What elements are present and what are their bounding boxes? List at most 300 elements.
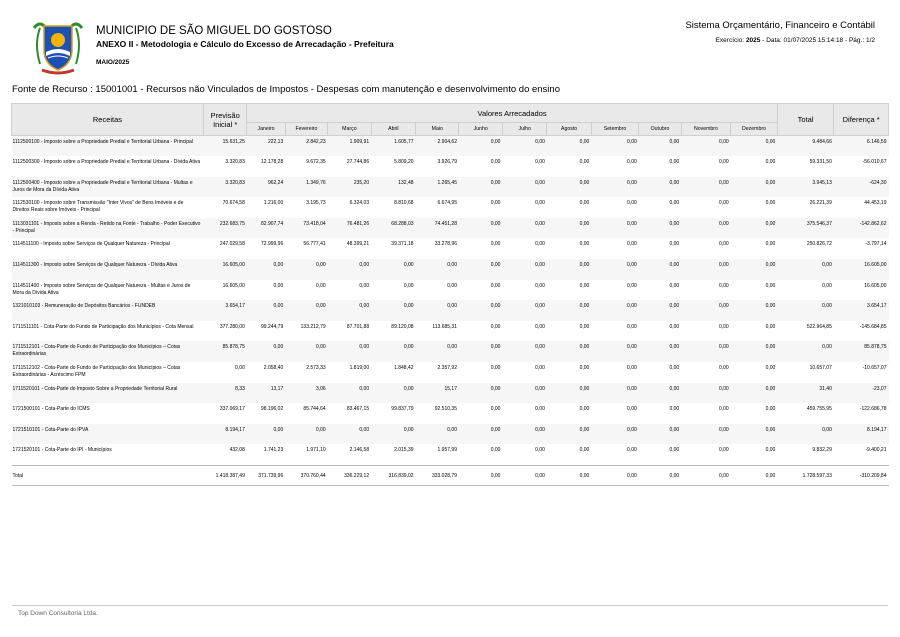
month-value-cell: 0,00 [359,282,370,289]
month-value-cell: 0,00 [328,300,371,321]
month-value-cell: 0,00 [669,323,680,330]
diferenca-cell: -9.400,21 [865,447,887,454]
total-cell: 459.755,95 [806,406,832,413]
month-value-cell: 2.058,40 [263,365,284,372]
total-cell: 0,00 [777,300,834,321]
month-value-cell: 0,00 [591,424,638,445]
month-value-cell: 0,00 [535,241,545,248]
previsao-cell: 432,08 [229,447,245,454]
month-value-cell: 73.418,04 [285,218,327,239]
month-value-cell: 962,24 [247,177,285,198]
month-value-cell: 0,00 [669,200,680,207]
month-value-cell: 0,00 [591,383,638,404]
total-cell: 3.945,13 [777,177,834,198]
total-cell: 10.657,07 [809,365,832,372]
col-month: Maio [416,123,459,136]
diferenca-cell: 8.194,17 [834,424,889,445]
table-row [12,383,889,404]
table-row [12,136,889,157]
diferenca-cell: 85.878,75 [834,341,889,362]
page-number: Pág.: 1/2 [848,37,875,44]
month-value-cell: 98.196,02 [261,406,284,413]
col-month: Setembro [591,123,638,136]
month-value-cell: 0,00 [718,365,729,372]
month-value-cell: 0,00 [731,218,778,239]
table-row [12,197,889,218]
month-value-cell: 0,00 [490,406,501,413]
exercise-value: 2025 [745,37,761,44]
month-value-cell: 0,00 [579,323,590,330]
month-value-cell: 222,13 [247,136,285,157]
month-value-cell: 133.212,79 [300,323,326,330]
col-month: Fevereiro [285,123,327,136]
month-value-cell: 0,00 [416,259,459,280]
month-value-cell: 76.481,26 [328,218,371,239]
month-value-cell: 99.244,79 [261,323,284,330]
month-value-cell: 0,00 [669,159,680,166]
month-value-cell: 0,00 [669,282,680,289]
month-value-cell: 15,17 [416,383,459,404]
month-value-cell: 1.265,45 [416,177,459,198]
month-value-cell: 0,00 [447,282,457,289]
month-value-cell: 0,00 [459,465,502,485]
col-month: Junho [459,123,502,136]
month-value-cell: 0,00 [765,241,776,248]
month-value-cell: 0,00 [718,159,729,166]
col-month: Março [328,123,371,136]
previsao-cell: 8.194,17 [203,424,246,445]
month-value-cell: 0,00 [328,424,371,445]
report-datetime: - Data: 01/07/2025 15:14:18 - [762,37,848,44]
month-value-cell: 0,00 [718,282,729,289]
month-value-cell: 0,00 [502,424,546,445]
month-value-cell: 0,00 [502,465,546,485]
month-value-cell: 0,00 [579,282,590,289]
month-value-cell: 0,00 [490,282,501,289]
month-value-cell: 0,00 [591,218,638,239]
month-value-cell: 2.573,33 [306,365,326,372]
system-name: Sistema Orçamentário, Financeiro e Contábil [685,20,875,31]
month-value-cell: 0,00 [247,341,285,362]
month-value-cell: 6.324,03 [349,200,370,207]
month-value-cell: 316.839,02 [371,465,415,485]
month-value-cell: 92.510,35 [434,406,457,413]
total-cell: 9.832,29 [812,447,832,454]
month-value-cell: 0,00 [627,241,637,248]
month-value-cell: 0,00 [718,241,729,248]
total-cell: 522.964,85 [806,323,832,330]
revenue-description: 1112500400 - Imposto sobre a Propriedade Predial e Territorial Urbana - Multas e Juros de Mora da Dívida Ativa [12,177,204,198]
month-value-cell: 0,00 [639,136,681,157]
col-previsao: Previsão Inicial * [203,104,246,136]
month-value-cell: 0,00 [731,424,778,445]
month-value-cell: 5.809,20 [394,159,414,166]
month-value-cell: 0,00 [765,282,776,289]
month-value-cell: 0,00 [639,218,681,239]
previsao-cell: 8,33 [203,383,246,404]
month-value-cell: 0,00 [669,447,680,454]
diferenca-cell: -145.684,85 [859,323,887,330]
month-value-cell: 0,00 [681,177,731,198]
month-value-cell: 0,00 [502,383,546,404]
revenue-description: 1721510101 - Cota-Parte do IPVA [12,424,204,445]
month-value-cell: 0,00 [627,200,637,207]
revenue-description: 1112500300 - Imposto sobre a Propriedade Predial e Territorial Urbana - Dívida Ativa [12,159,201,166]
col-month: Abril [371,123,415,136]
month-value-cell: 2.357,92 [437,365,457,372]
month-value-cell: 1.957,99 [437,447,457,454]
previsao-cell: 15.631,25 [203,136,246,157]
table-row [12,424,889,445]
revenue-description: 1721520101 - Cota-Parte do IPI - Municípios [12,447,112,454]
diferenca-cell: 6.146,59 [834,136,889,157]
month-value-cell: 0,00 [547,424,591,445]
month-value-cell: 0,00 [285,341,327,362]
month-value-cell: 0,00 [371,300,415,321]
month-value-cell: 0,00 [718,406,729,413]
month-value-cell: 0,00 [459,424,502,445]
month-value-cell: 0,00 [669,365,680,372]
month-value-cell: 0,00 [416,300,459,321]
col-receitas: Receitas [12,104,204,136]
revenue-description: 1321010103 - Remuneração de Depósitos Bancários - FUNDEB [12,300,204,321]
month-value-cell: 83.467,15 [346,406,370,413]
col-month: Outubro [639,123,681,136]
previsao-cell: 16.605,00 [222,282,245,289]
table-total-row [12,465,889,485]
month-value-cell: 72.999,96 [261,241,284,248]
revenue-description: 1112500100 - Imposto sobre a Propriedade Predial e Territorial Urbana - Principal [12,136,204,157]
month-value-cell: 82.907,74 [247,218,285,239]
month-value-cell: 33.278,96 [434,241,457,248]
month-value-cell: 2.842,23 [285,136,327,157]
month-value-cell: 9.672,35 [306,159,326,166]
month-value-cell: 0,00 [547,136,591,157]
month-value-cell: 0,00 [285,424,327,445]
month-value-cell: 0,00 [371,424,415,445]
col-month: Julho [502,123,546,136]
month-value-cell: 0,00 [579,241,590,248]
month-value-cell: 0,00 [579,365,590,372]
month-value-cell: 56.777,41 [303,241,326,248]
month-value-cell: 235,20 [328,177,371,198]
month-value-cell: 1.349,76 [285,177,327,198]
table-row [12,362,889,383]
report-subtitle: ANEXO II - Metodologia e Cálculo do Excesso de Arrecadação - Prefeitura [96,39,394,49]
month-value-cell: 0,00 [490,159,501,166]
month-value-cell: 0,00 [591,465,638,485]
month-value-cell: 0,00 [535,159,545,166]
diferenca-cell: 3.654,17 [834,300,889,321]
month-value-cell: 0,00 [718,447,729,454]
diferenca-cell: -142.862,62 [834,218,889,239]
month-value-cell: 0,00 [681,300,731,321]
col-diferenca: Diferença * [834,104,889,136]
month-value-cell: 0,00 [639,300,681,321]
month-value-cell: 132,48 [371,177,415,198]
month-value-cell: 0,00 [459,341,502,362]
previsao-cell: 377.280,00 [219,323,245,330]
month-value-cell: 0,00 [681,341,731,362]
previsao-cell: 70.674,58 [222,200,245,207]
diferenca-cell: -310.209,84 [834,465,889,485]
month-value-cell: 6.674,95 [437,200,457,207]
month-value-cell: 74.451,28 [416,218,459,239]
diferenca-cell: 44.453,19 [864,200,887,207]
month-value-cell: 1.848,42 [394,365,414,372]
month-value-cell: 85.744,64 [303,406,326,413]
month-value-cell: 0,00 [490,241,501,248]
month-value-cell: 0,00 [639,465,681,485]
col-month: Dezembro [731,123,778,136]
diferenca-cell: -10.657,07 [862,365,887,372]
previsao-cell: 247.029,58 [219,241,245,248]
footer-divider [12,605,888,606]
table-row [12,218,889,239]
month-value-cell: 0,00 [591,259,638,280]
month-value-cell: 0,00 [328,341,371,362]
month-value-cell: 0,00 [547,259,591,280]
month-value-cell: 0,00 [502,177,546,198]
month-value-cell: 0,00 [731,383,778,404]
previsao-cell: 232.683,75 [203,218,246,239]
month-value-cell: 0,00 [403,282,414,289]
month-value-cell: 0,00 [627,365,637,372]
month-value-cell: 0,00 [731,465,778,485]
month-value-cell: 0,00 [591,136,638,157]
exercise-label: Exercício: [715,37,745,44]
table-row [12,444,889,465]
previsao-cell: 3.654,17 [203,300,246,321]
diferenca-cell: -3.797,14 [865,241,887,248]
month-value-cell: 0,00 [247,300,285,321]
total-cell: 31,40 [777,383,834,404]
month-value-cell: 0,00 [547,177,591,198]
month-value-cell: 0,00 [639,259,681,280]
month-value-cell: 0,00 [535,447,545,454]
month-value-cell: 0,00 [490,323,501,330]
month-value-cell: 0,00 [459,136,502,157]
total-cell: 375.546,37 [777,218,834,239]
month-value-cell: 0,00 [315,282,326,289]
month-value-cell: 0,00 [502,136,546,157]
municipality-title: MUNICIPIO DE SÃO MIGUEL DO GOSTOSO [96,25,332,37]
month-value-cell: 0,00 [459,218,502,239]
month-value-cell: 0,00 [718,200,729,207]
col-total: Total [777,104,834,136]
month-value-cell: 0,00 [731,300,778,321]
col-valores-arrecadados: Valores Arrecadados [247,104,777,123]
month-value-cell: 0,00 [681,218,731,239]
month-value-cell: 0,00 [535,200,545,207]
month-value-cell: 0,00 [328,383,371,404]
total-cell: 0,00 [777,259,834,280]
footer-company: Top Down Consultoria Ltda. [18,610,98,617]
month-value-cell: 0,00 [416,341,459,362]
month-value-cell: 371.739,96 [247,465,285,485]
month-value-cell: 1.819,00 [349,365,370,372]
month-value-cell: 0,00 [535,365,545,372]
month-value-cell: 333.028,79 [416,465,459,485]
month-value-cell: 336.229,12 [328,465,371,485]
month-value-cell: 0,00 [669,406,680,413]
month-value-cell: 0,00 [765,406,776,413]
month-value-cell: 0,00 [547,300,591,321]
month-value-cell: 13,17 [247,383,285,404]
month-value-cell: 0,00 [535,282,545,289]
month-value-cell: 0,00 [627,447,637,454]
month-value-cell: 89.120,08 [391,323,414,330]
month-value-cell: 0,00 [547,465,591,485]
month-value-cell: 0,00 [681,259,731,280]
month-value-cell: 0,00 [459,177,502,198]
month-value-cell: 0,00 [502,218,546,239]
month-value-cell: 1.909,91 [328,136,371,157]
diferenca-cell: -56.010,67 [862,159,887,166]
month-value-cell: 0,00 [371,341,415,362]
revenue-description: 1112530100 - Imposto sobre Transmissão "Inter Vivos" de Bens Imóveis e de Direitos Reais sobre Imóveis - Principal [12,200,184,214]
month-value-cell: 3.195,73 [306,200,326,207]
month-value-cell: 0,00 [681,383,731,404]
revenue-description: 1721500101 - Cota-Parte do ICMS [12,406,90,413]
month-value-cell: 0,00 [547,341,591,362]
month-value-cell: 0,00 [547,218,591,239]
diferenca-cell: 16.605,00 [864,282,887,289]
month-value-cell: 0,00 [591,341,638,362]
revenue-description: 1711512101 - Cota-Parte do Fundo de Participação dos Municípios – Cotas Extraordinárias [12,341,204,362]
month-value-cell: 2.146,58 [349,447,370,454]
month-value-cell: 0,00 [502,341,546,362]
total-cell: 250.826,72 [806,241,832,248]
month-value-cell: 2.904,62 [416,136,459,157]
month-value-cell: 1.741,23 [263,447,284,454]
month-value-cell: 0,00 [591,300,638,321]
month-value-cell: 0,00 [490,447,501,454]
month-value-cell: 0,00 [459,383,502,404]
month-value-cell: 3,06 [285,383,327,404]
month-value-cell: 0,00 [627,406,637,413]
month-value-cell: 12.178,28 [261,159,284,166]
month-value-cell: 0,00 [371,383,415,404]
diferenca-cell: 16.605,00 [834,259,889,280]
total-cell: 0,00 [777,424,834,445]
month-value-cell: 0,00 [459,300,502,321]
diferenca-cell: -624,30 [834,177,889,198]
table-row [12,403,889,424]
month-value-cell: 0,00 [639,424,681,445]
municipal-crest-logo [30,14,86,76]
total-cell: 1.728.597,33 [777,465,834,485]
month-value-cell: 0,00 [371,259,415,280]
month-value-cell: 0,00 [765,323,776,330]
month-value-cell: 1.971,10 [306,447,326,454]
table-row [12,300,889,321]
diferenca-cell: -23,07 [834,383,889,404]
previsao-cell: 0,00 [235,365,245,372]
previsao-cell: 1.418.387,49 [203,465,246,485]
total-cell: 0,00 [777,341,834,362]
month-value-cell: 0,00 [639,341,681,362]
table-row [12,341,889,362]
month-value-cell: 0,00 [627,323,637,330]
month-value-cell: 0,00 [681,136,731,157]
month-value-cell: 0,00 [731,136,778,157]
month-value-cell: 0,00 [273,282,284,289]
month-value-cell: 0,00 [681,424,731,445]
month-value-cell: 0,00 [765,447,776,454]
month-value-cell: 0,00 [579,159,590,166]
previsao-cell: 16.605,00 [203,259,246,280]
table-row [12,280,889,301]
table-row [12,259,889,280]
month-value-cell: 0,00 [579,406,590,413]
table-row [12,177,889,198]
report-period: MAIO/2025 [96,59,130,66]
month-value-cell: 0,00 [627,282,637,289]
revenue-description: 1711511101 - Cota-Parte do Fundo de Participação dos Municípios - Cota Mensal [12,323,194,330]
month-value-cell: 0,00 [765,365,776,372]
month-value-cell: 0,00 [502,259,546,280]
month-value-cell: 1.216,00 [263,200,284,207]
month-value-cell: 3.926,79 [437,159,457,166]
table-row [12,321,889,342]
report-meta [716,37,875,44]
month-value-cell: 87.701,88 [346,323,370,330]
previsao-cell: 337.069,17 [219,406,245,413]
month-value-cell: 1.605,77 [371,136,415,157]
revenue-description: 1114511400 - Imposto sobre Serviços de Qualquer Natureza - Multas e Juros de Mora da Dívida Ativa [12,282,191,296]
month-value-cell: 0,00 [459,259,502,280]
month-value-cell: 113.685,31 [432,323,457,330]
month-value-cell: 0,00 [490,200,501,207]
previsao-cell: 3.320,83 [225,159,245,166]
month-value-cell: 0,00 [328,259,371,280]
month-value-cell: 0,00 [627,159,637,166]
month-value-cell: 0,00 [579,447,590,454]
month-value-cell: 48.399,21 [346,241,370,248]
month-value-cell: 0,00 [669,241,680,248]
previsao-cell: 3.320,83 [203,177,246,198]
revenue-description: 1114511100 - Imposto sobre Serviços de Qualquer Natureza - Principal [12,241,170,248]
month-value-cell: 0,00 [285,300,327,321]
col-month: Agosto [547,123,591,136]
month-value-cell: 0,00 [247,424,285,445]
month-value-cell: 0,00 [681,465,731,485]
month-value-cell: 0,00 [535,323,545,330]
month-value-cell: 0,00 [535,406,545,413]
revenue-table [11,103,889,486]
diferenca-cell: -122.686,78 [859,406,887,413]
month-value-cell: 0,00 [579,200,590,207]
month-value-cell: 0,00 [731,259,778,280]
month-value-cell: 0,00 [285,259,327,280]
col-month: Novembro [681,123,731,136]
month-value-cell: 0,00 [490,365,501,372]
revenue-description: 1711520101 - Cota-Parte do Imposto Sobre a Propriedade Territorial Rural [12,383,204,404]
month-value-cell: 0,00 [416,424,459,445]
revenue-description: 1711512102 - Cota-Parte do Fundo de Participação dos Municípios – Cotas Extraordinárias - Acréscimo FPM [12,365,181,379]
month-value-cell: 99.837,79 [391,406,414,413]
month-value-cell: 370.760,44 [285,465,327,485]
month-value-cell: 0,00 [765,159,776,166]
month-value-cell: 0,00 [765,200,776,207]
month-value-cell: 0,00 [247,259,285,280]
total-cell: 26.221,39 [809,200,832,207]
month-value-cell: 0,00 [718,323,729,330]
total-cell: 0,00 [822,282,832,289]
total-cell: 59.331,50 [809,159,832,166]
month-value-cell: 27.744,86 [346,159,370,166]
